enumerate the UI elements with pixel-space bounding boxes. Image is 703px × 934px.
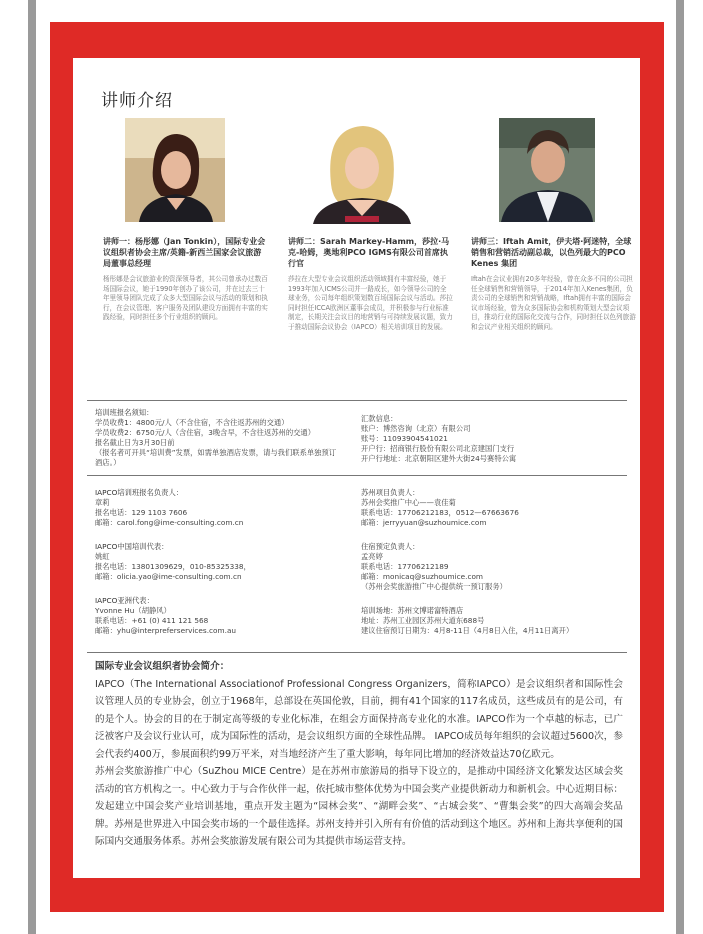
- deadline: 报名截止日为3月30日前: [95, 438, 175, 447]
- bank-heading: 汇款信息：: [361, 414, 398, 423]
- speaker-3-photo: [499, 118, 595, 222]
- contact-phone: 报名电话：129 1103 7606: [95, 508, 188, 517]
- contact-left-3: [95, 596, 345, 636]
- registration-heading: 培训班报名须知：: [95, 408, 154, 417]
- contact-right-2: [361, 542, 625, 592]
- speaker-3-name: 讲师三：Iftah Amit，伊夫塔·阿迷特，全球销售和营销活动副总裁，以色列最大的PCO Kenes 集团: [471, 237, 632, 268]
- contact-note: （苏州会奖旅游推广中心提供统一预订服务）: [361, 582, 507, 591]
- speaker-1-photo: [125, 118, 225, 222]
- contact-left-2: [95, 542, 345, 582]
- contact-heading: IAPCO培训班报名负责人：: [95, 488, 184, 497]
- contact-phone: 联系电话：17706212189: [361, 562, 449, 571]
- contact-email: 邮箱：carol.fong@ime-consulting.com.cn: [95, 518, 244, 527]
- iapco-intro: [95, 658, 623, 851]
- contact-name: Yvonne Hu（胡静风）: [95, 606, 171, 615]
- venue-address: 地址：苏州工业园区苏州大道东688号: [361, 616, 485, 625]
- contact-left-1: [95, 488, 345, 528]
- contact-name: 姚虹: [95, 552, 110, 561]
- speaker-1-name: 讲师一：杨彤娜（Jan Tonkin），国际专业会议组织者协会主席/英籍-新西兰国家会议旅游局董事总经理: [103, 237, 266, 268]
- speaker-3-bio: Iftah在会议业拥有20多年经验，曾在众多不同的公司担任全球销售和营销领导，于2014年加入Kenes集团，负责公司的全球销售和营销战略，Iftah拥有丰富的国际会议市场经验，曾为众多国际协会和机构策划大型会议项目，推动行业的国际化交流与合作，同时担任以色列旅游和会议产业相关组织的顾问。: [471, 275, 636, 331]
- right-edge-stripe: [676, 0, 684, 934]
- left-edge-stripe: [28, 0, 36, 934]
- contact-heading: 住宿预定负责人：: [361, 542, 420, 551]
- venue-name: 培训场地：苏州文博诺富特酒店: [361, 606, 464, 615]
- speaker-2: [288, 236, 453, 333]
- contact-phone: 联系电话：+61 (0) 411 121 568: [95, 616, 209, 625]
- contact-name: 章莉: [95, 498, 110, 507]
- intro-paragraph-2: 苏州会奖旅游推广中心（SuZhou MICE Centre）是在苏州市旅游局的指导下设立的，是推动中国经济文化繁发达区域会奖活动的官方机构之一。中心致力于与合作伙伴一起，依托城市整体优势为中国会奖产业提供新动力和新机会。中心近期目标：发起建立中国会奖产业培训基地，重点开发主题为“园林会奖”、“湖畔会奖”、“古城会奖”、“曹集会奖”的四大高端会奖品牌。苏州是世界进入中国会奖市场的一个最佳选择。苏州支持并引入所有有价值的活动到这个地区。苏州和上海共享便利的国际国内交通服务体系。苏州会奖旅游发展有限公司为其提供市场运营支持。: [95, 766, 623, 847]
- contact-right-1: [361, 488, 625, 528]
- bank-address: 开户行地址：北京朝阳区建外大街24号赛特公寓: [361, 454, 517, 463]
- registration-block: [95, 408, 343, 468]
- bank-name: 开户行：招商银行股份有限公司北京建国门支行: [361, 444, 515, 453]
- divider-2: [87, 475, 627, 476]
- speaker-1: [103, 236, 268, 323]
- fee-1: 学员收费1：4800元/人（不含住宿，不含往返苏州的交通）: [95, 418, 289, 427]
- contact-email: 邮箱：olicia.yao@ime-consulting.com.cn: [95, 572, 242, 581]
- speaker-1-bio: 杨彤娜是会议旅游业的资深领导者，其公司曾承办过数百场国际会议，她于1990年创办了该公司，并在过去三十年里领导团队完成了众多大型国际会议与活动的策划和执行，在会议管理、客户服务及团队建设方面拥有丰富的实践经验，同时担任多个行业组织的顾问。: [103, 275, 268, 322]
- invoice-note: （报名者可开具“培训费”发票，如需单独酒店发票，请与我们联系单独预订酒店。）: [95, 448, 337, 467]
- contact-name: 苏州会奖推广中心——袁佳菊: [361, 498, 456, 507]
- fee-2: 学员收费2：6750元/人（含住宿，3晚含早，不含往返苏州的交通）: [95, 428, 316, 437]
- speaker-3: [471, 236, 636, 333]
- speaker-2-name: 讲师二：Sarah Markey-Hamm，莎拉·马克-哈姆，奥地利PCO IGMS有限公司首席执行官: [288, 237, 450, 268]
- contact-phone: 联系电话：17706212183，0512—67663676: [361, 508, 519, 517]
- account-number: 账号：11093904541021: [361, 434, 448, 443]
- contact-heading: IAPCO亚洲代表：: [95, 596, 154, 605]
- page-title: 讲师介绍: [101, 91, 173, 111]
- speaker-2-photo: [307, 118, 417, 224]
- contact-phone: 报名电话：13801309629，010-85325338，: [95, 562, 251, 571]
- contact-email: 邮箱：jerryyuan@suzhoumice.com: [361, 518, 487, 527]
- speaker-2-bio: 莎拉在大型专业会议组织活动领域拥有丰富经验，她于1993年加入ICMS公司并一路成长，如今领导公司的全球业务，公司每年组织策划数百场国际会议与活动。莎拉同时担任ICCA欧洲区董事会成员，并积极参与行业标准制定，长期关注会议目的地营销与可持续发展议题，致力于推动国际会议协会（IAPCO）相关培训项目的发展。: [288, 275, 453, 331]
- contact-name: 孟亮婷: [361, 552, 383, 561]
- contact-heading: 苏州项目负责人：: [361, 488, 420, 497]
- account-name: 账户：博然咨询（北京）有限公司: [361, 424, 471, 433]
- divider-3: [87, 652, 627, 653]
- divider-1: [87, 400, 627, 401]
- contact-email: 邮箱：monicaq@suzhoumice.com: [361, 572, 484, 581]
- contact-heading: IAPCO中国培训代表：: [95, 542, 169, 551]
- venue-block: [361, 606, 625, 636]
- contact-email: 邮箱：yhu@interpreferservices.com.au: [95, 626, 237, 635]
- intro-paragraph-1: IAPCO（The International Associationof Professional Congress Organizers，简称IAPCO）是会议组织者和国际性会议管理人员的专业协会，创立于1968年，总部设在英国伦敦，目前，拥有41个国家的117名成员，这些成员有的是公司，有的是个人。协会的目的在于制定高等级的专业化标准，在组会方面保持高专业化的水准。IAPCO作为一个卓越的标志，已广泛被客户及会议行业认可，成为国际性的活动，是会议组织方面的全球性品牌。 IAPCO成员每年组织的会议超过5600次，参会代表约400万，参展面积约99万平米，对当地经济产生了重大影响，每年同比增加的经济效益达70亿欧元。: [95, 678, 623, 760]
- intro-heading: 国际专业会议组织者协会简介：: [95, 661, 230, 672]
- venue-dates: 建议住宿预订日期为：4月8-11日（4月8日入住，4月11日离开）: [361, 626, 574, 635]
- bank-block: [361, 414, 621, 464]
- document-sheet: [73, 58, 640, 878]
